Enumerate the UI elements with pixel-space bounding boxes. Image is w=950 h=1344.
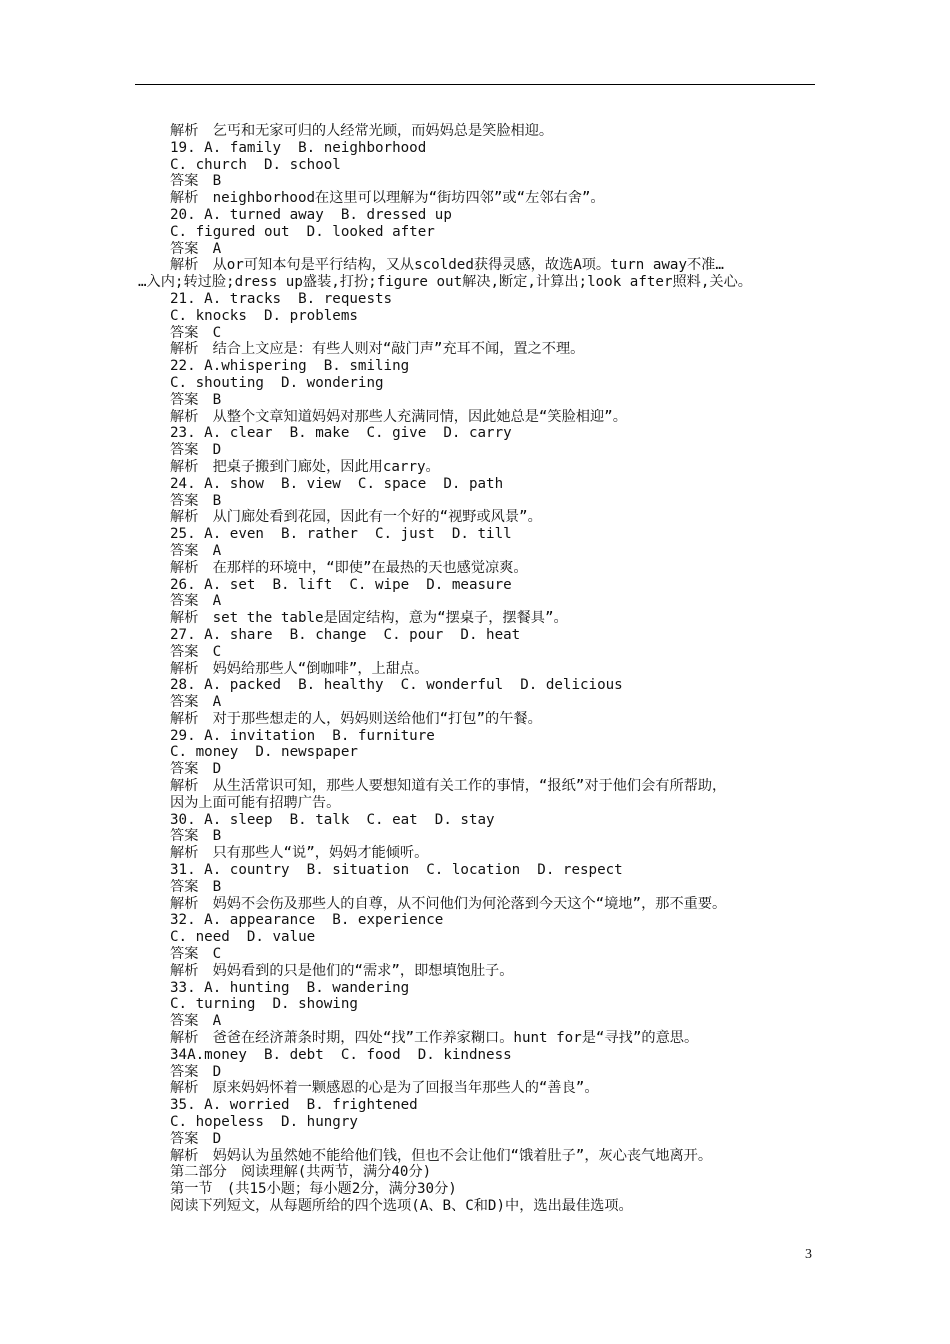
text-line: C. shouting D. wondering: [170, 374, 384, 391]
page-number: 3: [805, 1247, 812, 1262]
text-line: 解析 从门廊处看到花园，因此有一个好的“视野或风景”。: [170, 509, 542, 526]
text-line: 阅读下列短文，从每题所给的四个选项(A、B、C和D)中，选出最佳选项。: [170, 1198, 633, 1214]
text-line: C. need D. value: [170, 929, 316, 946]
text-line: 22. A.whispering B. smiling: [170, 358, 410, 375]
text-line: 答案 B: [170, 878, 222, 895]
text-line: 27. A. share B. change C. pour D. heat: [170, 626, 521, 643]
text-line: C. turning D. showing: [170, 996, 358, 1013]
text-line: 答案 B: [170, 173, 222, 190]
text-line: 解析 爸爸在经济萧条时期，四处“找”工作养家糊口。hunt for是“寻找”的意思。: [170, 1030, 699, 1047]
text-line: 答案 B: [170, 828, 222, 845]
text-line: 解析 把桌子搬到门廊处，因此用carry。: [170, 458, 440, 475]
text-line: 答案 A: [170, 240, 222, 257]
text-line: 因为上面可能有招聘广告。: [170, 794, 341, 811]
text-line: 答案 C: [170, 324, 222, 341]
text-line: 答案 B: [170, 492, 222, 509]
text-line: 30. A. sleep B. talk C. eat D. stay: [170, 811, 495, 828]
text-line: 19. A. family B. neighborhood: [170, 139, 427, 156]
text-line: 解析 在那样的环境中，“即使”在最热的天也感觉凉爽。: [170, 559, 528, 576]
text-line: 解析 妈妈认为虽然她不能给他们钱，但也不会让他们“饿着肚子”，灰心丧气地离开。: [170, 1147, 713, 1164]
document-body: [138, 123, 830, 1215]
text-line: C. church D. school: [170, 156, 341, 173]
text-line: 28. A. packed B. healthy C. wonderful D. delicious: [170, 677, 623, 694]
text-line: 25. A. even B. rather C. just D. till: [170, 526, 512, 543]
text-line: 29. A. invitation B. furniture: [170, 727, 435, 744]
text-line: 34A.money B. debt C. food D. kindness: [170, 1046, 512, 1063]
text-line: 32. A. appearance B. experience: [170, 912, 444, 929]
text-line: 解析 从or可知本句是平行结构，又从scolded获得灵感，故选A项。turn away不准…: [170, 257, 724, 274]
text-line: 23. A. clear B. make C. give D. carry: [170, 425, 512, 442]
text-line: 答案 A: [170, 542, 222, 559]
text-line: 第二部分 阅读理解(共两节，满分40分): [170, 1164, 432, 1181]
text-line: 解析 set the table是固定结构，意为“摆桌子，摆餐具”。: [170, 610, 568, 627]
header-rule: [135, 84, 815, 85]
text-line: 答案 B: [170, 391, 222, 408]
text-line: 答案 A: [170, 593, 222, 610]
text-line: 解析 妈妈不会伤及那些人的自尊，从不问他们为何沦落到今天这个“境地”，那不重要。: [170, 895, 727, 912]
text-line: 解析 妈妈看到的只是他们的“需求”，即想填饱肚子。: [170, 962, 514, 979]
text-line: 答案 D: [170, 1063, 222, 1080]
text-line: 24. A. show B. view C. space D. path: [170, 475, 504, 492]
text-line: 答案 A: [170, 694, 222, 711]
text-line: 21. A. tracks B. requests: [170, 290, 393, 307]
text-line: C. money D. newspaper: [170, 744, 358, 761]
text-line: 20. A. turned away B. dressed up: [170, 206, 452, 223]
text-line: 第一节 (共15小题；每小题2分，满分30分): [170, 1181, 457, 1198]
text-line: 解析 从生活常识可知，那些人要想知道有关工作的事情，“报纸”对于他们会有所帮助，: [170, 778, 727, 795]
text-line: 答案 C: [170, 643, 222, 660]
text-line: C. figured out D. looked after: [170, 223, 435, 240]
text-line: 解析 原来妈妈怀着一颗感恩的心是为了回报当年那些人的“善良”。: [170, 1080, 599, 1097]
text-line: 解析 结合上文应是：有些人则对“敲门声”充耳不闻，置之不理。: [170, 341, 585, 358]
text-line: C. knocks D. problems: [170, 307, 358, 324]
text-line: 答案 D: [170, 442, 222, 459]
text-line: 答案 D: [170, 1130, 222, 1147]
text-line: 解析 从整个文章知道妈妈对那些人充满同情，因此她总是“笑脸相迎”。: [170, 408, 627, 425]
text-line: C. hopeless D. hungry: [170, 1114, 358, 1131]
text-line: 解析 对于那些想走的人，妈妈则送给他们“打包”的午餐。: [170, 710, 542, 727]
text-line: …入内;转过脸;dress up盛装,打扮;figure out解决,断定,计算出;look after照料,关心。: [138, 274, 752, 291]
text-line: 33. A. hunting B. wandering: [170, 979, 410, 996]
text-line: 解析 妈妈给那些人“倒咖啡”，上甜点。: [170, 660, 429, 677]
text-line: 26. A. set B. lift C. wipe D. measure: [170, 576, 512, 593]
text-line: 解析 只有那些人“说”，妈妈才能倾听。: [170, 845, 429, 862]
text-line: 31. A. country B. situation C. location D. respect: [170, 862, 623, 879]
text-line: 解析 乞丐和无家可归的人经常光顾，而妈妈总是笑脸相迎。: [170, 123, 554, 139]
text-line: 答案 C: [170, 946, 222, 963]
text-line: 答案 A: [170, 1013, 222, 1030]
text-line: 解析 neighborhood在这里可以理解为“街坊四邻”或“左邻右舍”。: [170, 190, 605, 207]
text-line: 35. A. worried B. frightened: [170, 1097, 418, 1114]
text-line: 答案 D: [170, 761, 222, 778]
